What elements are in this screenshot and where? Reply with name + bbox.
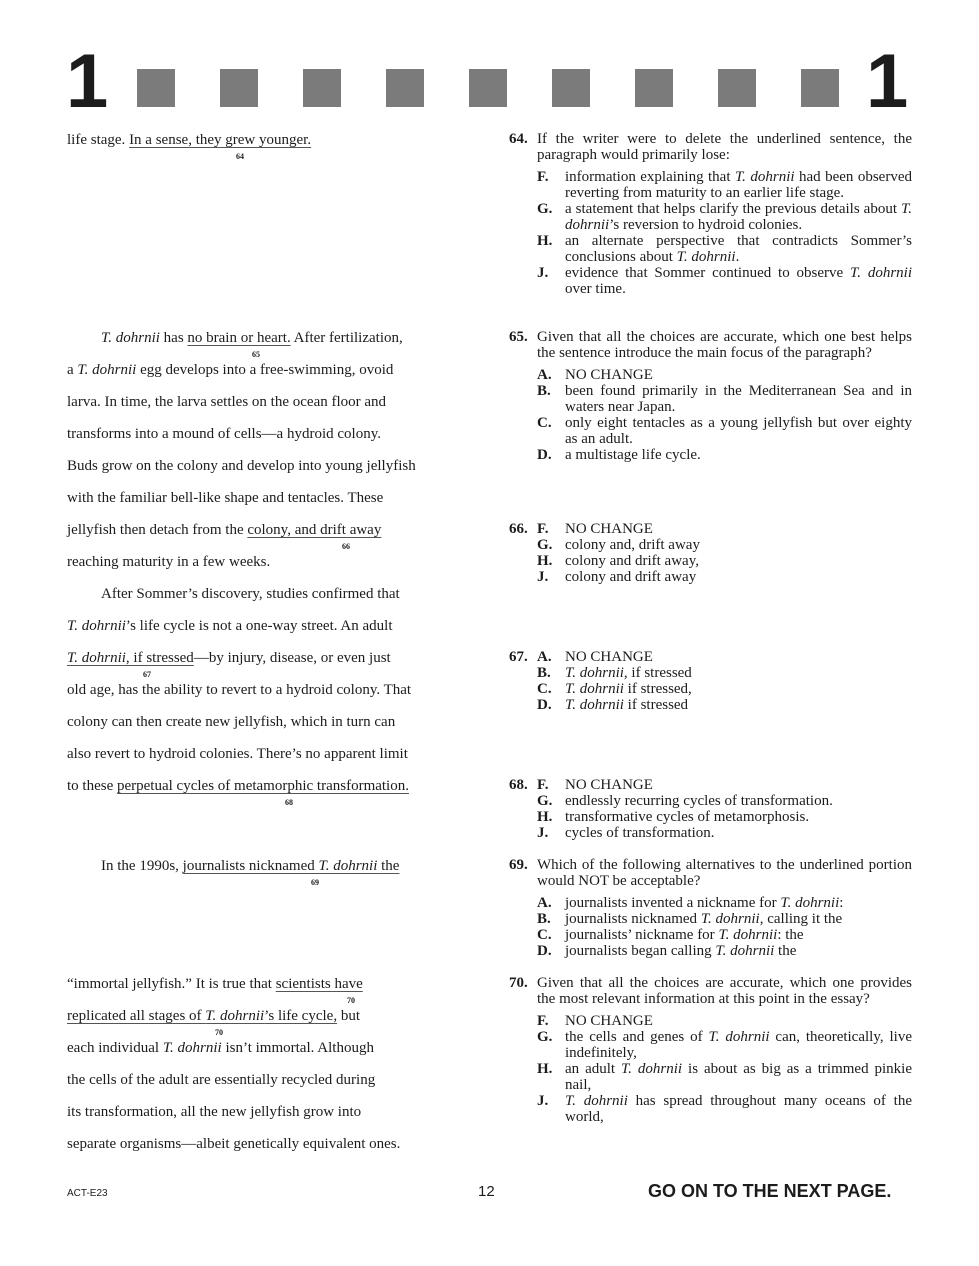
question-marker-65[interactable]: 65	[252, 350, 260, 359]
answer-option-h[interactable]: H. an adult T. dohrnii is about as big as a trimmed pinkie nail,	[537, 1061, 913, 1093]
section-number-right: 1	[866, 39, 909, 124]
page-number: 12	[478, 1183, 495, 1200]
passage-line: “immortal jellyfish.” It is true that scientists have	[67, 976, 363, 992]
passage-line: to these perpetual cycles of metamorphic transformation.	[67, 778, 409, 794]
passage-line: larva. In time, the larva settles on the ocean floor and	[67, 394, 387, 410]
passage-line: T. dohrnii has no brain or heart. After fertilization,	[101, 330, 403, 346]
answer-option-h[interactable]: H. colony and drift away,	[537, 553, 699, 569]
answer-option-b[interactable]: B. T. dohrnii, if stressed	[537, 665, 692, 681]
answer-option-f[interactable]: F. NO CHANGE	[537, 1013, 653, 1029]
question-67	[509, 649, 912, 713]
passage-line: its transformation, all the new jellyfish grow into	[67, 1104, 362, 1120]
answer-option-g[interactable]: G. a statement that helps clarify the previous details about T. dohrnii’s reversion to hydroid colonies.	[537, 201, 912, 233]
question-marker-67[interactable]: 67	[143, 670, 151, 679]
passage-line: with the familiar bell-like shape and tentacles. These	[67, 490, 384, 506]
passage-line: life stage. In a sense, they grew younger.	[67, 132, 312, 148]
question-marker-70[interactable]: 70	[347, 996, 355, 1005]
passage-line: a T. dohrnii egg develops into a free-swimming, ovoid	[67, 362, 394, 378]
underlined-portion-69[interactable]: journalists nicknamed T. dohrnii the	[182, 858, 400, 874]
passage-line: jellyfish then detach from the colony, and drift away	[67, 522, 382, 538]
passage-line: colony can then create new jellyfish, which in turn can	[67, 714, 396, 730]
question-number: 69.	[509, 857, 528, 873]
answer-option-j[interactable]: J. colony and drift away	[537, 569, 697, 585]
answer-option-c[interactable]: C. only eight tentacles as a young jellyfish but over eighty as an adult.	[537, 415, 912, 447]
question-marker-68[interactable]: 68	[285, 798, 293, 807]
passage-line: separate organisms—albeit genetically equivalent ones.	[67, 1136, 401, 1152]
answer-option-f[interactable]: F. NO CHANGE	[537, 777, 653, 793]
answer-option-h[interactable]: H. an alternate perspective that contradicts Sommer’s conclusions about T. dohrnii.	[537, 233, 912, 265]
underlined-portion-64[interactable]: In a sense, they grew younger.	[129, 132, 312, 148]
question-68	[509, 777, 912, 841]
question-number: 68.	[509, 777, 528, 793]
question-69	[509, 857, 912, 959]
passage-line: After Sommer’s discovery, studies confirmed that	[101, 586, 400, 602]
header-square	[718, 69, 756, 107]
header-square	[303, 69, 341, 107]
answer-option-c[interactable]: C. journalists’ nickname for T. dohrnii: the	[537, 927, 804, 943]
question-stem: Given that all the choices are accurate, which one best helps the sentence introduce the main focus of the paragraph?	[537, 329, 912, 361]
question-number: 66.	[509, 521, 528, 537]
question-stem: If the writer were to delete the underlined sentence, the paragraph would primarily lose:	[537, 131, 912, 163]
answer-option-g[interactable]: G. endlessly recurring cycles of transformation.	[537, 793, 833, 809]
question-marker-64[interactable]: 64	[236, 152, 244, 161]
answer-option-a[interactable]: A. NO CHANGE	[537, 367, 653, 383]
header-square	[801, 69, 839, 107]
answer-option-a[interactable]: A. NO CHANGE	[537, 649, 653, 665]
answer-option-j[interactable]: J. evidence that Sommer continued to observe T. dohrnii over time.	[537, 265, 912, 297]
underlined-portion-70[interactable]: scientists have	[275, 976, 363, 992]
answer-option-h[interactable]: H. transformative cycles of metamorphosis.	[537, 809, 810, 825]
test-code: ACT-E23	[67, 1188, 108, 1199]
answer-option-d[interactable]: D. journalists began calling T. dohrnii the	[537, 943, 797, 959]
answer-option-j[interactable]: J. T. dohrnii has spread throughout many oceans of the world,	[537, 1093, 912, 1125]
answer-option-d[interactable]: D. a multistage life cycle.	[537, 447, 701, 463]
question-marker-70[interactable]: 70	[215, 1028, 223, 1037]
header-square	[469, 69, 507, 107]
underlined-portion-66[interactable]: colony, and drift away	[247, 522, 382, 538]
question-70	[509, 975, 912, 1125]
answer-option-g[interactable]: G. the cells and genes of T. dohrnii can, theoretically, live indefinitely,	[537, 1029, 912, 1061]
passage-line: also revert to hydroid colonies. There’s no apparent limit	[67, 746, 408, 762]
underlined-portion-70[interactable]: replicated all stages of T. dohrnii’s life cycle,	[67, 1008, 338, 1024]
passage-line: old age, has the ability to revert to a hydroid colony. That	[67, 682, 412, 698]
answer-option-f[interactable]: F. NO CHANGE	[537, 521, 653, 537]
passage-line: In the 1990s, journalists nicknamed T. dohrnii the	[101, 858, 400, 874]
answer-option-g[interactable]: G. colony and, drift away	[537, 537, 700, 553]
question-marker-69[interactable]: 69	[311, 878, 319, 887]
answer-option-f[interactable]: F. information explaining that T. dohrnii had been observed reverting from maturity to an earlier life stage.	[537, 169, 912, 201]
passage-line: the cells of the adult are essentially recycled during	[67, 1072, 376, 1088]
passage-line: transforms into a mound of cells—a hydroid colony.	[67, 426, 381, 442]
question-stem: Which of the following alternatives to the underlined portion would NOT be acceptable?	[537, 857, 912, 889]
question-64	[509, 131, 912, 297]
answer-option-b[interactable]: B. been found primarily in the Mediterranean Sea and in waters near Japan.	[537, 383, 912, 415]
answer-option-j[interactable]: J. cycles of transformation.	[537, 825, 715, 841]
passage-line: replicated all stages of T. dohrnii’s life cycle, but	[67, 1008, 360, 1024]
underlined-portion-68[interactable]: perpetual cycles of metamorphic transformation.	[117, 778, 409, 794]
answer-option-a[interactable]: A. journalists invented a nickname for T. dohrnii:	[537, 895, 844, 911]
underlined-portion-67[interactable]: T. dohrnii, if stressed	[67, 650, 194, 666]
passage-line: reaching maturity in a few weeks.	[67, 554, 271, 570]
answer-option-d[interactable]: D. T. dohrnii if stressed	[537, 697, 689, 713]
underlined-portion-65[interactable]: no brain or heart.	[187, 330, 291, 346]
question-66	[509, 521, 912, 585]
header-square	[386, 69, 424, 107]
section-number-left: 1	[66, 39, 109, 124]
header-square	[220, 69, 258, 107]
passage-line: T. dohrnii’s life cycle is not a one-way street. An adult	[67, 618, 393, 634]
passage-line: Buds grow on the colony and develop into young jellyfish	[67, 458, 416, 474]
question-65	[509, 329, 912, 463]
question-marker-66[interactable]: 66	[342, 542, 350, 551]
question-number: 65.	[509, 329, 528, 345]
answer-option-c[interactable]: C. T. dohrnii if stressed,	[537, 681, 692, 697]
header-square	[635, 69, 673, 107]
question-number: 67.	[509, 649, 528, 665]
passage-line: each individual T. dohrnii isn’t immortal. Although	[67, 1040, 374, 1056]
answer-option-b[interactable]: B. journalists nicknamed T. dohrnii, calling it the	[537, 911, 843, 927]
question-number: 70.	[509, 975, 528, 991]
header-square	[137, 69, 175, 107]
next-page-notice: GO ON TO THE NEXT PAGE.	[648, 1181, 892, 1201]
question-stem: Given that all the choices are accurate, which one provides the most relevant information at this point in the essay?	[537, 975, 912, 1007]
question-number: 64.	[509, 131, 528, 147]
header-square	[552, 69, 590, 107]
passage-line: T. dohrnii, if stressed—by injury, disease, or even just	[67, 650, 391, 666]
